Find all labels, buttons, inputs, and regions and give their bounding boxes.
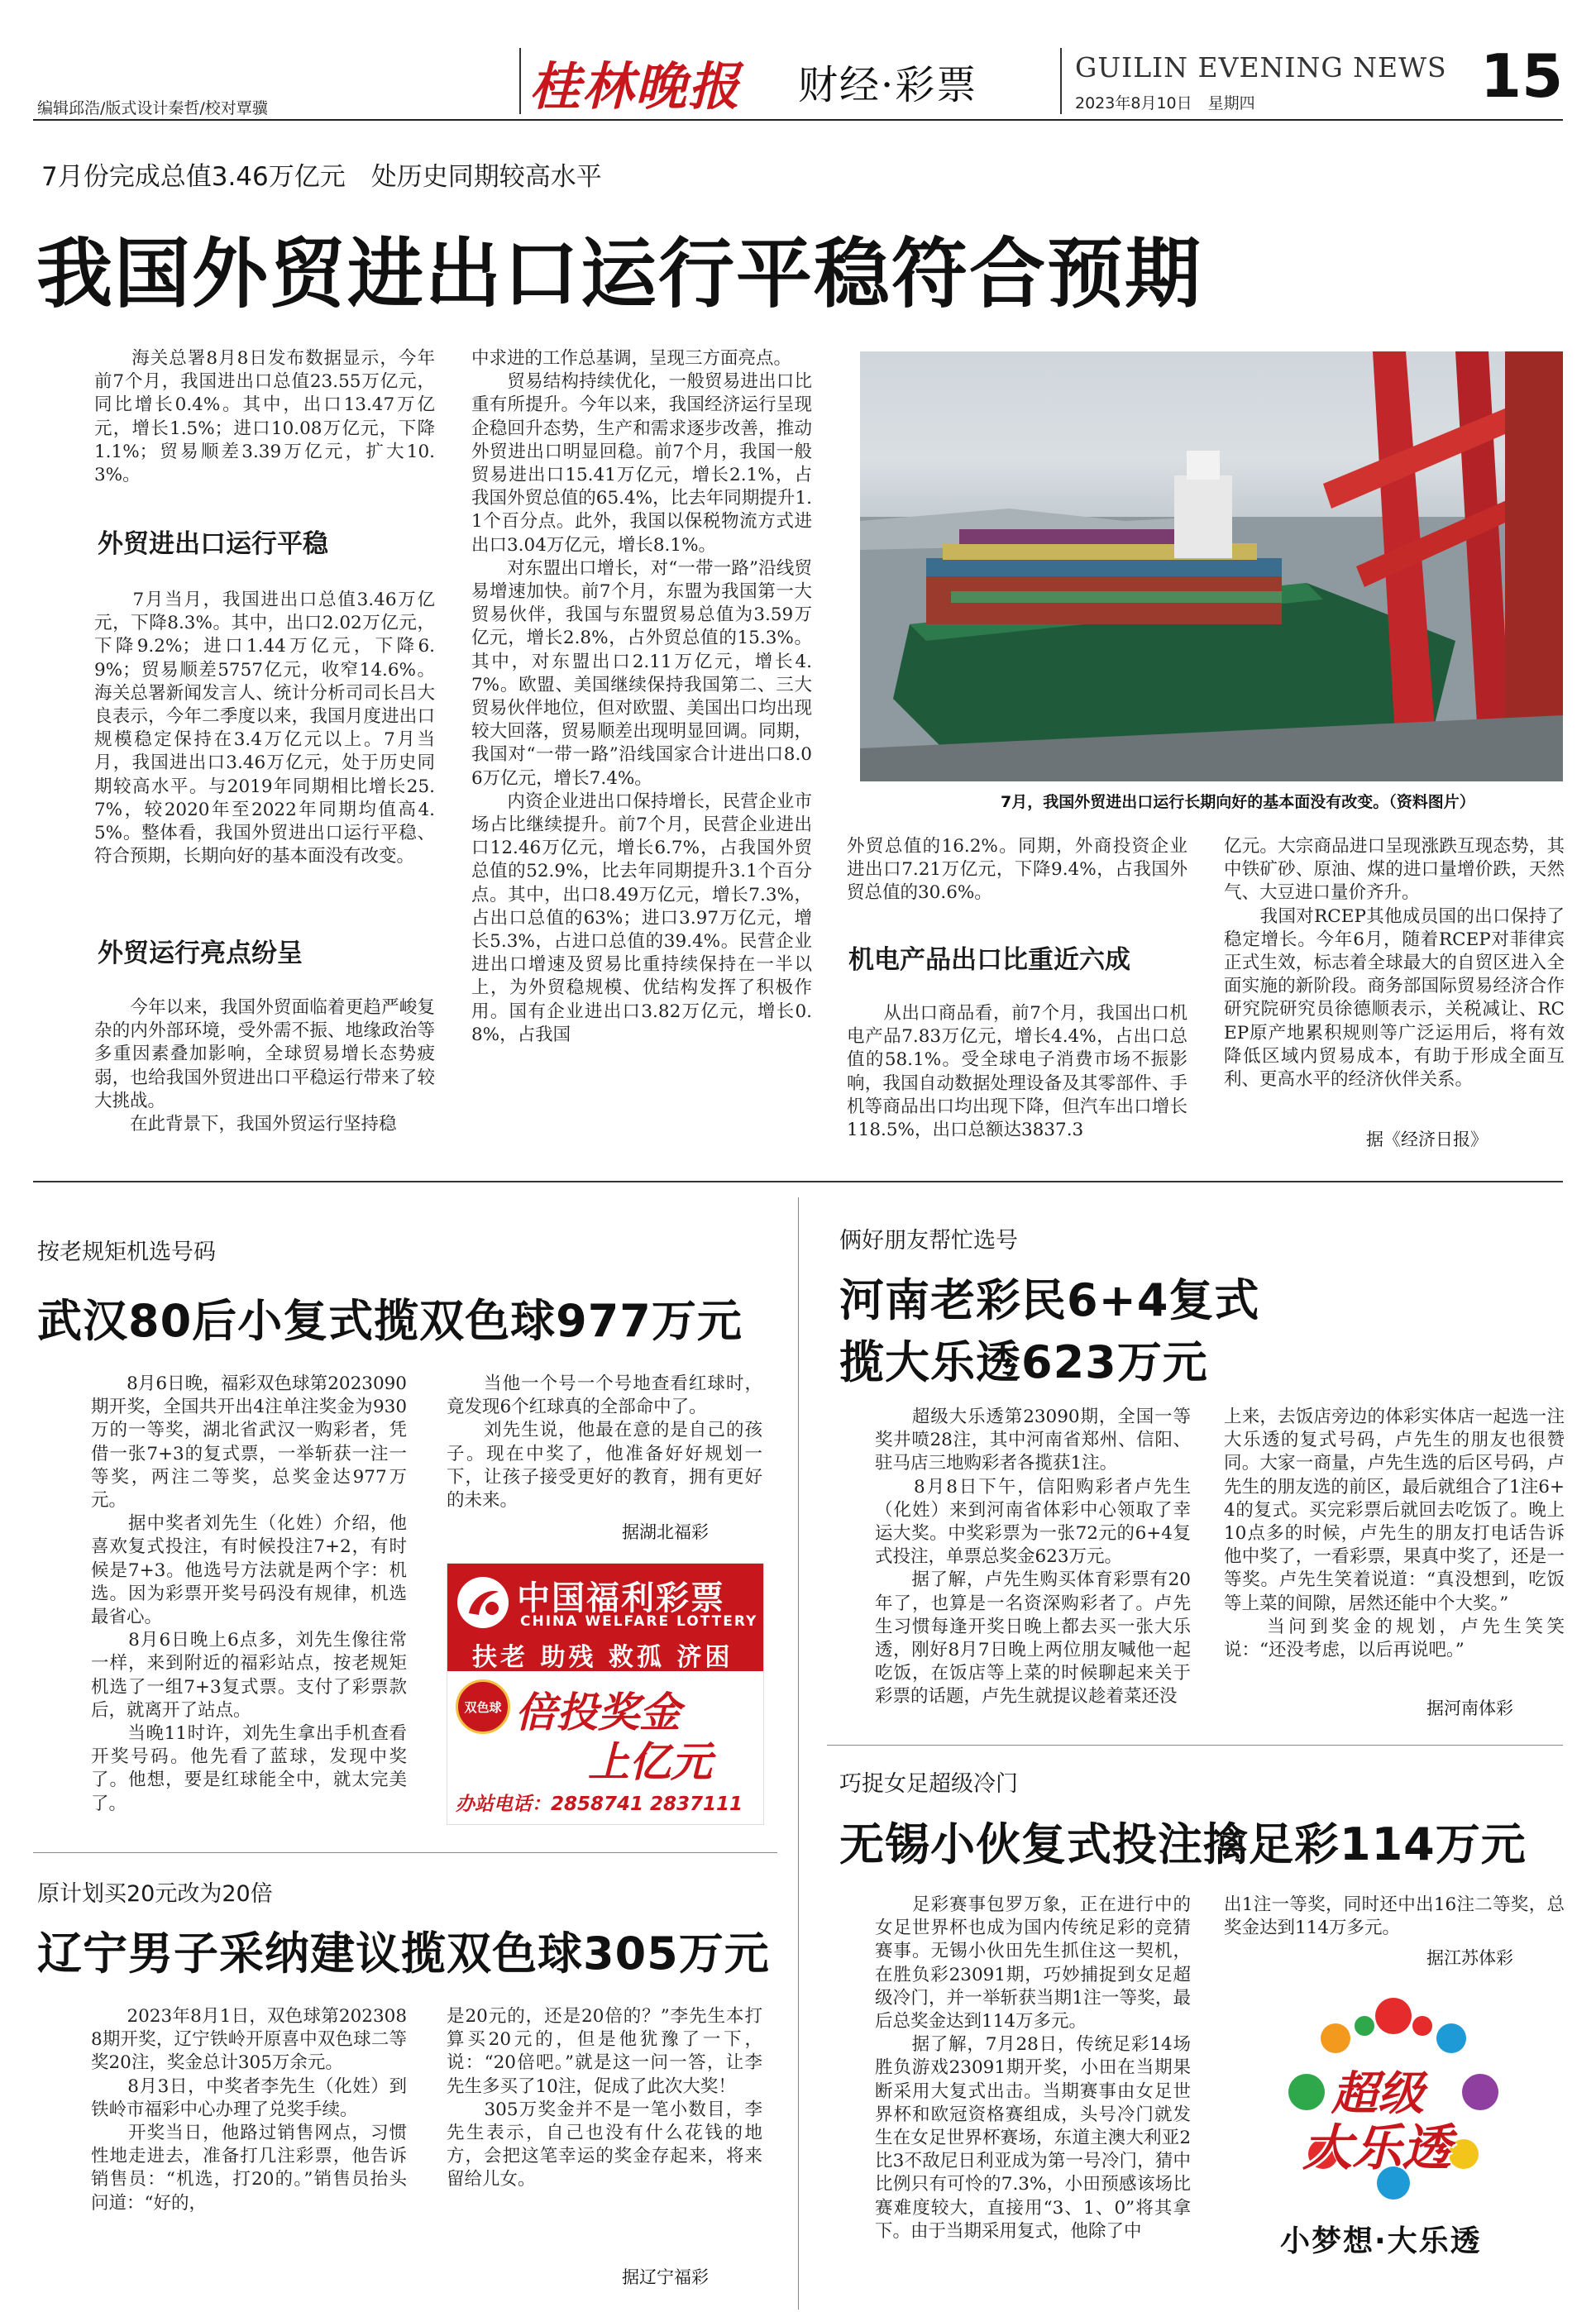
liaoning-kicker: 原计划买20元改为20倍 [37,1881,273,1907]
henan-headline-2: 揽大乐透623万元 [839,1336,1208,1388]
vertical-divider-lower [798,1197,799,2310]
divider-henan [827,1745,1563,1746]
cargo-ship-photo [860,351,1563,781]
issue-date: 2023年8月10日 星期四 [1075,94,1255,112]
header [0,0,1596,124]
page-number: 15 [1480,41,1564,111]
english-paper-name: GUILIN EVENING NEWS [1075,51,1447,84]
lead-col2: 中求进的工作总基调，呈现三方面亮点。 贸易结构持续优化，一般贸易进出口比重有所提升。今年以来，我国经济运行呈现企稳回升态势，生产和需求逐步改善，推动外贸进出口明显回稳。前7个月，我国一般贸易进出口15.41万亿元，增长2.1%，占我国外贸总值的65.4%，比去年同期提升1.1个百分点。此外，我国以保税物流方式进出口3.04万亿元，增长8.1%。 对东盟出口增长，对“一带一路”沿线贸易增速加快。前7个月，东盟为我国第一大贸易伙伴，我国与东盟贸易总值为3.59万亿元，增长2.8%，占外贸总值的15.3%。其中，对东盟出口2.11万亿元，增长4.7%。欧盟、美国继续保持我国第二、三大贸易伙伴地位，但对欧盟、美国出口均出现较大回落，贸易顺差出现明显回调。同期，我国对“一带一路”沿线国家合计进出口8.06万亿元，增长7.4%。 内资企业进出口保持增长，民营企业市场占比继续提升。前7个月，民营企业进出口12.46万亿元，增长6.7%，占我国外贸总值的52.9%，比去年同期提升3.1个百分点。其中，出口8.49万亿元，增长7.3%，占出口总值的63%；进口3.97万亿元，增长5.3%，占进口总值的39.4%。民营企业进出口增速及贸易比重持续保持在一半以上，为外贸稳规模、优结构发挥了积极作用。国有企业进出口3.82万亿元，增长0.8%，占我国 [471,348,812,1045]
wuxi-kicker: 巧捉女足超级冷门 [839,1771,1018,1797]
henan-col2: 上来，去饭店旁边的体彩实体店一起选一注大乐透的复式号码，卢先生的朋友也很赞同。大家一商量，卢先生选的后区号码，卢先生的朋友选的前区，最后就组合了1注6+4的复式。买完彩票后就回去吃饭了。晚上10点多的时候，卢先生的朋友打电话告诉他中奖了，一看彩票，果真中奖了，还是一等奖。卢先生笑着说道：“真没想到，吃饭等上菜的间隙，居然还能中个大奖。” 当问到奖金的规划，卢先生笑笑说：“还没考虑，以后再说吧。” [1224,1407,1565,1661]
lotto-logo-line2: 大乐透 [1302,2119,1451,2177]
lead-subhead-3: 机电产品出口比重近六成 [848,945,1130,975]
lead-col1-body: 7月当月，我国进出口总值3.46万亿元，下降8.3%。其中，出口2.02万亿元，下降9.2%；进口1.44万亿元，下降6.9%；贸易顺差5757亿元，收窄14.6%。海关总署新闻发言人、统计分析司司长吕大良表示，今年二季度以来，我国月度进出口规模稳定保持在3.4万亿元以上。7月当月，我国进出口3.46万亿元，处于历史同期较高水平。与2019年同期相比增长25.7%，较2020年至2022年同期均值高4.5%。整体看，我国外贸进出口运行平稳、符合预期，长期向好的基本面没有改变。 [94,590,435,867]
lotto-logo-line1: 超级 [1331,2067,1424,2121]
lead-col4: 亿元。大宗商品进口呈现涨跌互现态势，其中铁矿砂、原油、煤的进口量增价跌，天然气、大豆进口量价齐升。 我国对RCEP其他成员国的出口保持了稳定增长。今年6月，随着RCEP对菲律宾正式生效，标志着全球最大的自贸区进入全面实施的新阶段。商务部国际贸易经济合作研究院研究员徐德顺表示，关税减让、RCEP原产地累积规则等广泛运用后，将有效降低区域内贸易成本，有助于形成全面互利、更高水平的经济伙伴关系。 [1224,836,1565,1091]
lead-subhead-2: 外贸运行亮点纷呈 [98,939,303,968]
ship-illustration [860,351,1563,781]
welfare-logo-cn: 中国福利彩票 [517,1579,725,1617]
wuxi-col1: 足彩赛事包罗万象，正在进行中的女足世界杯也成为国内传统足彩的竞猜赛事。无锡小伙田先生抓住这一契机，在胜负彩23091期，巧妙捕捉到女足超级冷门，并一举斩获当期1注一等奖，最后总奖金达到114万多元。 据了解，7月28日，传统足彩14场胜负游戏23091期开奖，小田在当期果断采用大复式出击。当期赛事由女足世界杯和欧冠资格赛组成，头号冷门就发生在女足世界杯赛场，东道主澳大利亚2比3不敌尼日利亚成为第一号冷门，猜中比例只有可怜的7.3%，小田预感该场比赛难度较大，直接用“3、1、0”将其拿下。由于当期采用复式，他除了中 [875,1894,1191,2242]
wuhan-headline: 武汉80后小复式揽双色球977万元 [37,1295,743,1347]
wuhan-source: 据湖北福彩 [622,1522,709,1542]
welfare-logo-en: CHINA WELFARE LOTTERY [520,1613,758,1630]
divider-wuhan [33,1852,777,1853]
lead-col1-tail: 今年以来，我国外贸面临着更趋严峻复杂的内外部环境，受外需不振、地缘政治等多重因素叠加影响，全球贸易增长态势疲弱，也给我国外贸进出口平稳运行带来了较大挑战。 在此背景下，我国外贸运行坚持稳 [94,997,435,1135]
promo-line-2: 上亿元 [588,1737,712,1786]
liaoning-col1: 2023年8月1日，双色球第2023088期开奖，辽宁铁岭开原喜中双色球二等奖20注，奖金总计305万余元。 8月3日，中奖者李先生（化姓）到铁岭市福彩中心办理了兑奖手续。 开奖当日，他路过销售网点，习惯性地走进去，准备打几注彩票，他告诉销售员：“机选，打20的。”销售员抬头问道：“好的， [91,2006,407,2214]
welfare-emblem-icon [457,1577,509,1628]
lead-col3-b: 从出口商品看，前7个月，我国出口机电产品7.83万亿元，增长4.4%，占出口总值的58.1%。受全球电子消费市场不振影响，我国自动数据处理设备及其零部件、手机等商品出口均出现下降，但汽车出口增长118.5%，出口总额达3837.3 [847,1003,1187,1141]
lead-col3-a: 外贸总值的16.2%。同期，外商投资企业进出口7.21万亿元，下降9.4%，占我国外贸总值的30.6%。 [847,836,1187,904]
section-title: 财经·彩票 [798,62,978,108]
liaoning-source: 据辽宁福彩 [622,2267,709,2287]
henan-kicker: 俩好朋友帮忙选号 [839,1228,1018,1254]
divider-lead [33,1181,1563,1182]
welfare-logo-icon [457,1577,509,1628]
wuxi-headline: 无锡小伙复式投注擒足彩114万元 [839,1818,1527,1870]
paper-name-logo: 桂林晚报 [529,56,742,117]
promo-line-1: 倍投奖金 [515,1688,681,1736]
photo-caption: 7月，我国外贸进出口运行长期向好的基本面没有改变。（资料图片） [1001,793,1475,811]
lead-headline: 我国外贸进出口运行平稳符合预期 [36,230,1203,318]
ssq-badge [456,1679,510,1734]
wuhan-kicker: 按老规矩机选号码 [37,1240,216,1265]
lead-kicker: 7月份完成总值3.46万亿元 处历史同期较高水平 [41,162,602,192]
welfare-logo-block [447,1564,763,1671]
liaoning-headline: 辽宁男子采纳建议揽双色球305万元 [37,1927,770,1980]
lead-col1-intro: 海关总署8月8日发布数据显示，今年前7个月，我国进出口总值23.55万亿元，同比增长0.4%。其中，出口13.47万亿元，增长1.5%；进口10.08万亿元，下降1.1%；贸易顺差3.39万亿元，扩大10.3%。 [94,348,435,486]
wuhan-col1: 8月6日晚，福彩双色球第2023090期开奖，全国共开出4注单注奖金为930万的一等奖，湖北省武汉一购彩者，凭借一张7+3的复式票，一举斩获一注一等奖，两注二等奖，总奖金达977万元。 据中奖者刘先生（化姓）介绍，他喜欢复式投注，有时候投注7+2，有时候是7+3。他选号方法就是两个字：机选。因为彩票开奖号码没有规律，机选最省心。 8月6日晚上6点多，刘先生像往常一样，来到附近的福彩站点，按老规矩机选了一组7+3复式票。支付了彩票款后，就离开了站点。 当晚11时许，刘先生拿出手机查看开奖号码。他先看了蓝球，发现中奖了。他想，要是红球能全中，就太完美了。 [91,1373,407,1814]
welfare-lottery-ad [447,1563,764,1825]
lotto-slogan: 小梦想·大乐透 [1280,2224,1482,2258]
welfare-phone: 办站电话：2858741 2837111 [456,1794,743,1815]
wuxi-source: 据江苏体彩 [1426,1948,1513,1968]
wuxi-col2: 出1注一等奖，同时还中出16注二等奖，总奖金达到114万多元。 [1224,1894,1565,1939]
header-vline-2 [1060,48,1062,114]
lead-source: 据《经济日报》 [1366,1130,1488,1149]
editors-line: 编辑邱浩/版式设计秦哲/校对覃骥 [37,99,268,117]
henan-col1: 超级大乐透第23090期，全国一等奖井喷28注，其中河南省郑州、信阳、驻马店三地购彩者各揽获1注。 8月8日下午，信阳购彩者卢先生（化姓）来到河南省体彩中心领取了幸运大奖。中奖彩票为一张72元的6+4复式投注，单票总奖金623万元。 据了解，卢先生购买体育彩票有20年了，也算是一名资深购彩者了。卢先生习惯每逢开奖日晚上都去买一张大乐透，刚好8月7日晚上两位朋友喊他一起吃饭，在饭店等上菜的时候聊起来关于彩票的话题，卢先生就提议趁着菜还没 [875,1407,1191,1708]
welfare-slogan: 扶老 助残 救孤 济困 [472,1643,733,1672]
header-divider-left [33,119,1563,121]
lead-subhead-1: 外贸进出口运行平稳 [98,529,328,559]
henan-source: 据河南体彩 [1426,1698,1513,1718]
super-lotto-logo [1257,1993,1530,2266]
header-vline-1 [519,48,521,114]
wuhan-col2: 当他一个号一个号地查看红球时，竟发现6个红球真的全部命中了。 刘先生说，他最在意的是自己的孩子。现在中奖了，他准备好好规划一下，让孩子接受更好的教育，拥有更好的未来。 [447,1373,762,1512]
ssq-badge-text: 双色球 [464,1699,502,1715]
henan-headline-1: 河南老彩民6+4复式 [839,1274,1260,1326]
liaoning-col2: 是20元的，还是20倍的？”李先生本打算买20元的，但是他犹豫了一下，说：“20倍吧。”就是这一问一答，让李先生多买了10注，促成了此次大奖！ 305万奖金并不是一笔小数目，李先生表示，自己也没有什么花钱的地方，会把这笔幸运的奖金存起来，将来留给儿女。 [447,2006,762,2190]
